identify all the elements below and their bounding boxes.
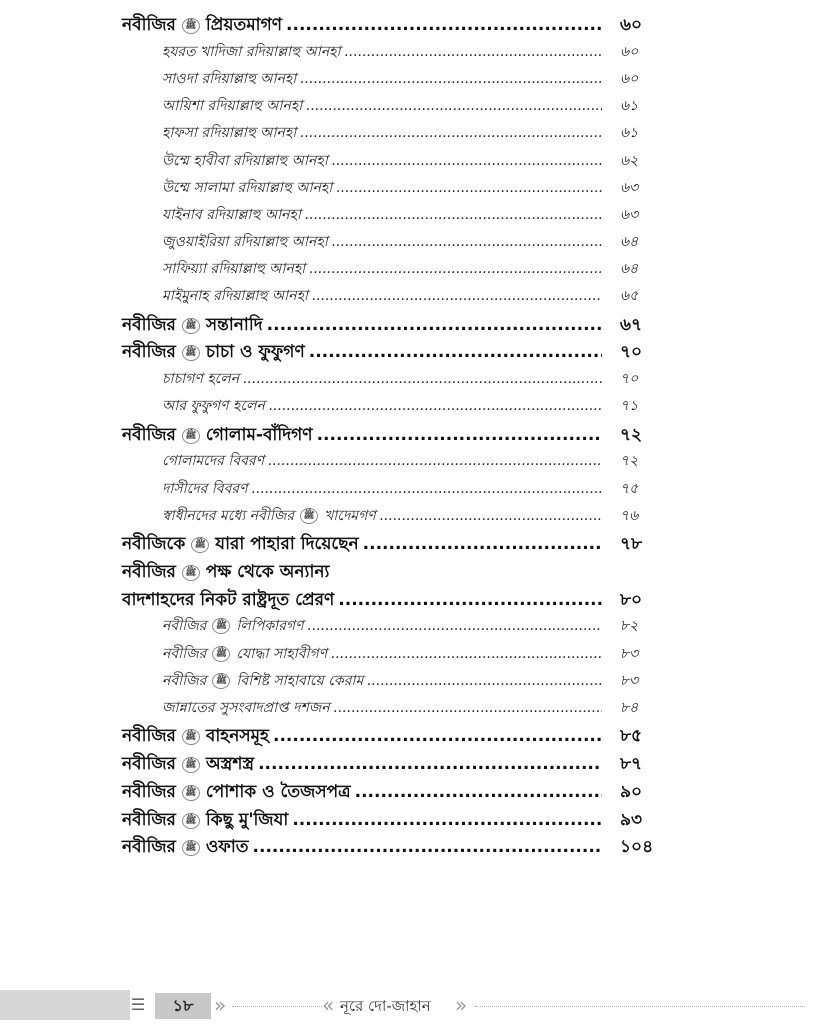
- toc-section-row: [122, 449, 678, 476]
- chevron-right-icon: »: [214, 993, 227, 1017]
- toc-entry-title: [162, 696, 330, 720]
- toc-entry-text: ওফাত: [205, 837, 249, 858]
- toc-section-row: [122, 94, 678, 121]
- toc-page-number: ৭০: [620, 342, 643, 363]
- toc-page-number: ৬৪: [620, 234, 639, 251]
- dot-leader: [300, 125, 602, 141]
- toc-entry-text: সাফিয়্যা রদিয়াল্লাহু আনহা: [162, 261, 306, 278]
- toc-entry-text: দাসীদের বিবরণ: [162, 480, 248, 497]
- toc-page-number: ৭২: [620, 424, 643, 445]
- footer-divider-left: [232, 1006, 322, 1007]
- toc-entry-text: চাচাগণ হলেন: [162, 371, 240, 388]
- dot-leader: [309, 261, 602, 277]
- toc-chapter-row: [122, 779, 678, 807]
- toc-entry-title: [122, 422, 313, 450]
- toc-entry-title: [162, 367, 239, 391]
- toc-entry-title: [122, 807, 288, 835]
- toc-entry-text: নবীজির: [162, 645, 207, 662]
- dot-leader: [306, 98, 602, 114]
- toc-chapter-row: [122, 723, 678, 751]
- toc-page-number: ৯৩: [620, 809, 643, 830]
- toc-entry-text: চাচা ও ফুফুগণ: [205, 342, 305, 363]
- toc-entry-text: যারা পাহারা দিয়েছেন: [215, 534, 359, 554]
- dot-leader: [258, 754, 602, 774]
- toc-section-row: [122, 257, 678, 284]
- toc-entry-text: আর ফুফুগণ হলেন: [162, 398, 265, 415]
- toc-page-number: ৮৩: [620, 645, 639, 662]
- dot-leader: [312, 288, 602, 304]
- toc-entry-title: [162, 669, 363, 693]
- toc-entry-title: [162, 67, 296, 91]
- salawat-seal-icon: ﷺ: [212, 673, 230, 689]
- toc-entry-text: যোদ্ধা সাহাবীগণ: [236, 645, 328, 662]
- toc-page-number: ৭১: [620, 398, 639, 415]
- salawat-seal-icon: ﷺ: [182, 565, 200, 581]
- toc-chapter-row: [122, 807, 678, 835]
- toc-entry-text: কিছু মু'জিযা: [205, 809, 289, 830]
- toc-page-number: ১০৪: [620, 837, 654, 858]
- toc-entry-title: [162, 40, 341, 64]
- toc-entry-text: স্বাধীনদের মধ্যে নবীজির: [162, 507, 295, 524]
- toc-chapter-row: [122, 587, 678, 615]
- dot-leader: [243, 371, 602, 387]
- toc-entry-text: যাইনাব রদিয়াল্লাহু আনহা: [162, 206, 301, 223]
- toc-chapter-row: [122, 751, 678, 779]
- dot-leader: [331, 646, 602, 662]
- toc-entry-title: [162, 642, 327, 666]
- toc-page-number: ৬৫: [620, 288, 639, 305]
- toc-page-number: ৬৩: [620, 179, 639, 196]
- toc-page-number: ৮৩: [620, 672, 639, 689]
- book-title: নূরে দো-জাহান: [340, 997, 431, 1015]
- toc-entry-title: [162, 203, 301, 227]
- dot-leader: [334, 700, 602, 716]
- toc-entry-text: বাদশাহদের নিকট রাষ্ট্রদূত প্রেরণ: [122, 589, 335, 610]
- toc-entry-text: বিশিষ্ট সাহাবায়ে কেরাম: [236, 672, 364, 689]
- dot-leader: [300, 71, 602, 87]
- toc-section-row: [122, 40, 678, 67]
- toc-page-number: ৯০: [620, 781, 643, 802]
- salawat-seal-icon: ﷺ: [182, 18, 200, 34]
- salawat-seal-icon: ﷺ: [182, 345, 200, 361]
- dot-leader: [305, 207, 602, 223]
- toc-entry-text: গোলাম-বাঁদিগণ: [205, 424, 313, 445]
- toc-entry-text: উম্মে সালামা রদিয়াল্লাহু আনহা: [162, 179, 333, 196]
- toc-entry-title: [162, 176, 332, 200]
- toc-page-number: ৭৬: [620, 507, 639, 524]
- toc-section-row: [122, 230, 678, 257]
- dot-leader: [268, 453, 602, 469]
- toc-section-row: [122, 614, 678, 641]
- salawat-seal-icon: ﷺ: [182, 428, 200, 444]
- toc-section-row: [122, 642, 678, 669]
- toc-entry-text: সন্তানাদি: [205, 314, 263, 335]
- toc-entry-title: [162, 394, 265, 418]
- toc-section-row: [122, 696, 678, 723]
- toc-entry-text: নবীজির: [122, 314, 176, 335]
- toc-entry-text: পক্ষ থেকে অন্যান্য: [205, 561, 330, 582]
- toc-section-row: [122, 394, 678, 421]
- footer-divider-right: [475, 1006, 805, 1007]
- page-number: ১৮: [155, 993, 211, 1019]
- toc-chapter-row: [122, 559, 678, 587]
- toc-page-number: ৬৪: [620, 261, 639, 278]
- toc-entry-text: নবীজির: [122, 15, 176, 35]
- salawat-seal-icon: ﷺ: [300, 508, 318, 524]
- toc-entry-title: [162, 477, 248, 501]
- toc-chapter-row: [122, 312, 678, 340]
- toc-page-number: ৬০: [620, 15, 643, 35]
- toc-entry-title: [162, 257, 305, 281]
- toc-entry-text: উম্মে হাবীবা রদিয়াল্লাহু আনহা: [162, 152, 328, 169]
- toc-page-number: ৭৫: [620, 480, 639, 497]
- toc-entry-text: আয়িশা রদিয়াল্লাহু আনহা: [162, 98, 303, 115]
- toc-entry-text: খাদেমগণ: [324, 507, 376, 524]
- chevron-right-icon: »: [455, 993, 468, 1017]
- toc-entry-title: [122, 12, 282, 40]
- dot-leader: [252, 481, 602, 497]
- toc-entry-title: [122, 779, 351, 807]
- toc-entry-title: [162, 449, 264, 473]
- toc-entry-title: [162, 94, 302, 118]
- toc-entry-text: হাফসা রদিয়াল্লাহু আনহা: [162, 125, 297, 142]
- toc-page-number: ৮৫: [620, 726, 643, 747]
- toc-entry-title: [162, 504, 376, 528]
- toc-entry-title: [122, 751, 254, 779]
- toc-entry-title: [122, 559, 330, 587]
- toc-page-number: ৬২: [620, 152, 639, 169]
- toc-page-number: ৭৮: [620, 534, 643, 554]
- toc-section-row: [122, 477, 678, 504]
- toc-page-number: ৬১: [620, 98, 639, 115]
- toc-section-row: [122, 67, 678, 94]
- dot-leader: [367, 673, 602, 689]
- toc-entry-text: নবীজির: [122, 837, 176, 858]
- salawat-seal-icon: ﷺ: [212, 618, 230, 634]
- toc-section-row: [122, 284, 678, 311]
- dot-leader: [332, 153, 602, 169]
- toc-entry-text: লিপিকারগণ: [236, 618, 304, 635]
- toc-entry-text: বাহনসমূহ: [205, 726, 269, 747]
- dot-leader: [308, 618, 602, 634]
- toc-entry-text: নবীজিকে: [122, 534, 186, 554]
- dot-leader: [345, 44, 602, 60]
- toc-entry-text: নবীজির: [122, 561, 176, 582]
- toc-entry-text: নবীজির: [122, 342, 176, 363]
- toc-chapter-row: [122, 339, 678, 367]
- toc-entry-text: হযরত খাদিজা রদিয়াল্লাহু আনহা: [162, 43, 341, 60]
- salawat-seal-icon: ﷺ: [182, 757, 200, 773]
- toc-entry-text: নবীজির: [162, 672, 207, 689]
- toc-entry-text: নবীজির: [122, 753, 176, 774]
- salawat-seal-icon: ﷺ: [182, 785, 200, 801]
- toc-chapter-row: [122, 834, 678, 862]
- chevron-left-icon: «: [322, 993, 335, 1017]
- salawat-seal-icon: ﷺ: [182, 729, 200, 745]
- toc-page-number: ৮২: [620, 618, 639, 635]
- salawat-seal-icon: ﷺ: [182, 813, 200, 829]
- toc-page-number: ৬০: [620, 70, 639, 87]
- toc-entry-title: [162, 121, 296, 145]
- toc-entry-title: [122, 531, 359, 559]
- dot-leader: [273, 726, 602, 746]
- salawat-seal-icon: ﷺ: [212, 646, 230, 662]
- toc-page-number: ৬৩: [620, 206, 639, 223]
- toc-entry-text: প্রিয়তমাগণ: [205, 15, 283, 35]
- dot-leader: [355, 782, 602, 802]
- toc-page-number: ৮৭: [620, 753, 643, 774]
- dot-leader: [269, 398, 602, 414]
- toc-page-number: ৬০: [620, 43, 639, 60]
- toc-page-number: ৭২: [620, 453, 639, 470]
- salawat-seal-icon: ﷺ: [182, 318, 200, 334]
- toc-entry-title: [162, 614, 304, 638]
- dot-leader: [363, 534, 602, 554]
- toc-entry-text: জান্নাতের সুসংবাদপ্রাপ্ত দশজন: [162, 699, 330, 716]
- dot-leader: [292, 810, 602, 830]
- toc-entry-text: অস্ত্রশস্ত্র: [205, 753, 255, 774]
- toc-entry-text: নবীজির: [162, 618, 207, 635]
- toc-entry-text: গোলামদের বিবরণ: [162, 453, 265, 470]
- toc-chapter-row: [122, 422, 678, 450]
- toc-entry-title: [122, 834, 249, 862]
- toc-entry-text: নবীজির: [122, 726, 176, 747]
- dot-leader: [253, 837, 602, 857]
- toc-section-row: [122, 121, 678, 148]
- table-of-contents: [122, 10, 678, 862]
- toc-section-row: [122, 504, 678, 531]
- toc-entry-title: [122, 587, 334, 615]
- toc-page-number: ৮০: [620, 589, 643, 610]
- toc-entry-text: জুওয়াইরিয়া রদিয়াল্লাহু আনহা: [162, 234, 328, 251]
- toc-entry-title: [162, 149, 328, 173]
- toc-entry-text: পোশাক ও তৈজসপত্র: [205, 781, 351, 802]
- toc-chapter-row: [122, 12, 678, 40]
- toc-section-row: [122, 149, 678, 176]
- dot-leader: [309, 342, 602, 362]
- dot-leader: [267, 315, 602, 335]
- toc-entry-text: নবীজির: [122, 809, 176, 830]
- footer-bar: [0, 990, 130, 1020]
- toc-entry-text: মাইমুনাহ রদিয়াল্লাহু আনহা: [162, 288, 308, 305]
- dot-leader: [338, 590, 602, 610]
- toc-section-row: [122, 669, 678, 696]
- toc-section-row: [122, 203, 678, 230]
- salawat-seal-icon: ﷺ: [191, 537, 209, 553]
- salawat-seal-icon: ﷺ: [182, 840, 200, 856]
- dot-leader: [286, 15, 602, 35]
- dot-leader: [317, 425, 602, 445]
- dot-leader: [336, 180, 602, 196]
- toc-page-number: ৮৪: [620, 699, 639, 716]
- toc-section-row: [122, 176, 678, 203]
- dot-leader: [380, 508, 602, 524]
- toc-entry-title: [122, 723, 269, 751]
- page-footer: [0, 990, 818, 1024]
- toc-entry-title: [122, 312, 263, 340]
- dot-leader: [332, 234, 602, 250]
- toc-entry-text: নবীজির: [122, 781, 176, 802]
- toc-entry-text: সাওদা রদিয়াল্লাহু আনহা: [162, 70, 297, 87]
- toc-page-number: ৬১: [620, 125, 639, 142]
- book-icon: ☰: [130, 995, 146, 1014]
- toc-page-number: ৬৭: [620, 314, 643, 335]
- toc-entry-title: [162, 284, 308, 308]
- toc-section-row: [122, 367, 678, 394]
- toc-entry-text: নবীজির: [122, 424, 176, 445]
- toc-entry-title: [162, 230, 328, 254]
- toc-page-number: ৭০: [620, 371, 639, 388]
- toc-chapter-row: [122, 531, 678, 559]
- toc-entry-title: [122, 339, 305, 367]
